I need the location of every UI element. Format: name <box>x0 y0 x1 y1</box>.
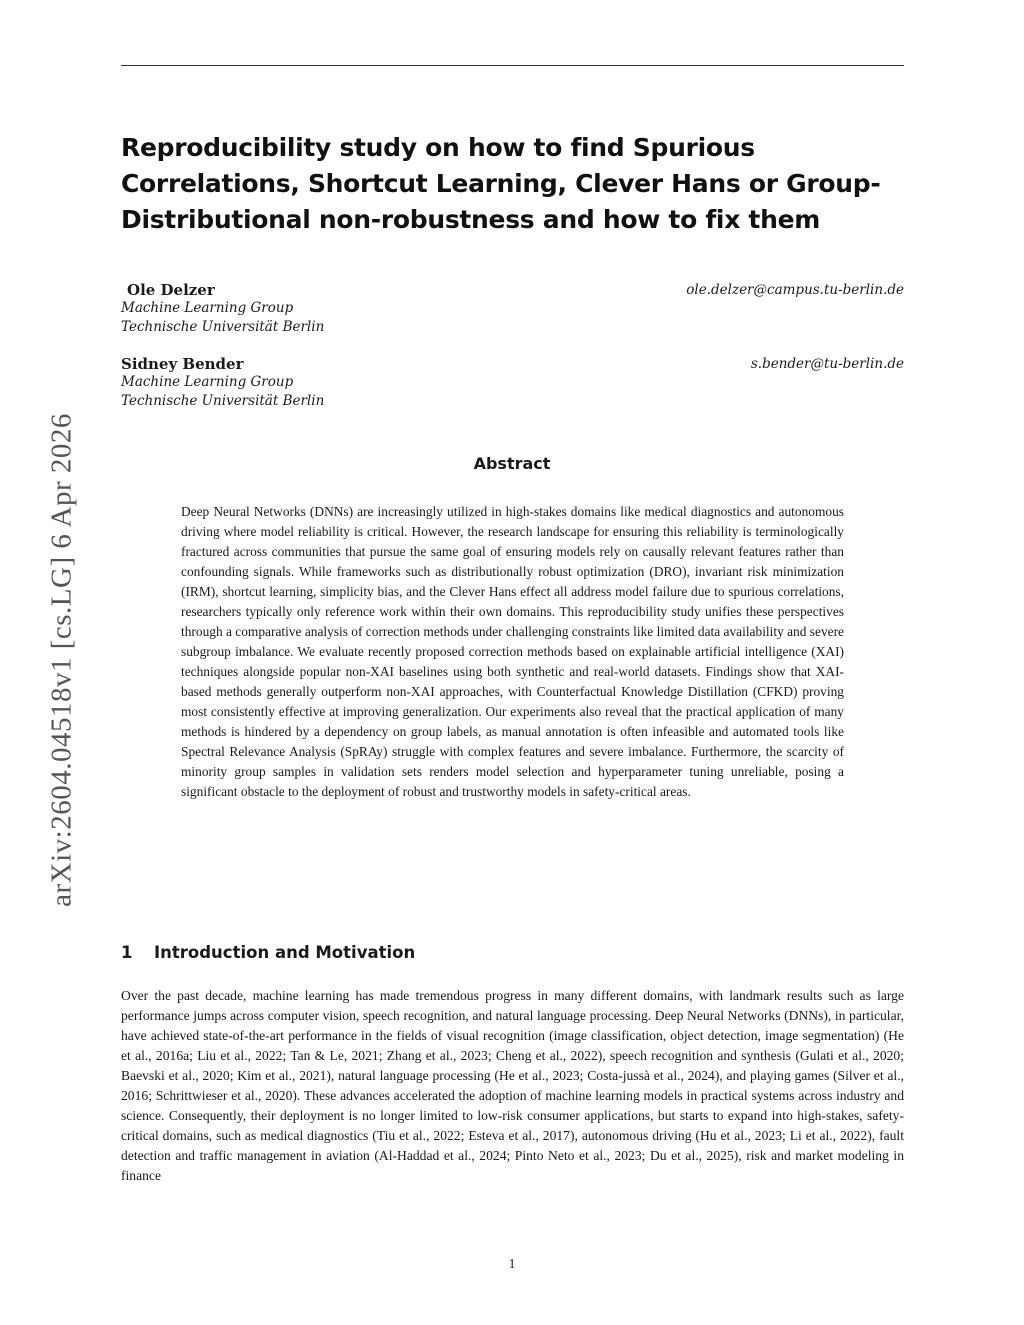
author-block-2 <box>121 355 904 410</box>
abstract-text: Deep Neural Networks (DNNs) are increasingly utilized in high-stakes domains like medical diagnostics and autonomous driving where model reliability is critical. However, the research landscape for ensuring this reliability is terminologically fractured across communities that pursue the same goal of ensuring models rely on causally relevant features rather than confounding signals. While frameworks such as distributionally robust optimization (DRO), invariant risk minimization (IRM), shortcut learning, simplicity bias, and the Clever Hans effect all address model failure due to spurious correlations, researchers typically only reference work within their own domains. This reproducibility study unifies these perspectives through a comparative analysis of correction methods under challenging constraints like limited data availability and severe subgroup imbalance. We evaluate recently proposed correction methods based on explainable artificial intelligence (XAI) techniques alongside popular non-XAI baselines using both synthetic and real-world datasets. Findings show that XAI-based methods generally outperform non-XAI approaches, with Counterfactual Knowledge Distillation (CFKD) proving most consistently effective at improving generalization. Our experiments also reveal that the practical application of many methods is hindered by a dependency on group labels, as manual annotation is often infeasible and automated tools like Spectral Relevance Analysis (SpRAy) struggle with complex features and severe imbalance. Furthermore, the scarcity of minority group samples in validation sets renders model selection and hyperparameter tuning unreliable, posing a significant obstacle to the deployment of robust and trustworthy models in safety-critical areas. <box>181 504 844 799</box>
author-affiliation-group: Machine Learning Group <box>121 374 294 390</box>
section-heading <box>121 942 415 964</box>
section-title: Introduction and Motivation <box>154 943 416 962</box>
arxiv-identifier: arXiv:2604.04518v1 [cs.LG] 6 Apr 2026 <box>45 413 78 907</box>
top-rule <box>121 65 904 66</box>
author-email[interactable]: ole.delzer@campus.tu-berlin.de <box>686 282 904 298</box>
author-affiliation-university: Technische Universität Berlin <box>121 318 325 335</box>
page-number: 1 <box>508 1256 516 1271</box>
section-number: 1 <box>121 943 133 962</box>
introduction-text: Over the past decade, machine learning has made tremendous progress in many different domains, with landmark results such as large performance jumps across computer vision, speech recognition, and natural language processing. Deep Neural Networks (DNNs), in particular, have achieved state-of-the-art performance in the fields of visual recognition (image classification, object detection, image segmentation) (He et al., 2016a; Liu et al., 2022; Tan & Le, 2021; Zhang et al., 2023; Cheng et al., 2022), speech recognition and synthesis (Gulati et al., 2020; Baevski et al., 2020; Kim et al., 2021), natural language processing (He et al., 2023; Costa-jussà et al., 2024), and playing games (Silver et al., 2016; Schrittwieser et al., 2020). These advances accelerated the adoption of machine learning models in practical systems across industry and science. Consequently, their deployment is no longer limited to low-risk consumer applications, but starts to expand into high-stakes, safety-critical domains, such as medical diagnostics (Tiu et al., 2022; Esteva et al., 2017), autonomous driving (Hu et al., 2023; Li et al., 2022), fault detection and traffic management in aviation (Al-Haddad et al., 2024; Pinto Neto et al., 2023; Du et al., 2025), risk and market modeling in finance <box>121 988 904 1183</box>
author-name: Sidney Bender <box>121 355 244 373</box>
author-affiliation-university: Technische Universität Berlin <box>121 392 325 409</box>
abstract-heading: Abstract <box>473 454 551 473</box>
author-block-1 <box>121 281 904 336</box>
author-email[interactable]: s.bender@tu-berlin.de <box>750 356 904 372</box>
paper-title: Reproducibility study on how to find Spurious Correlations, Shortcut Learning, Clever Hans or Group-Distributional non-robustness and how to fix them <box>121 133 881 234</box>
author-affiliation-group: Machine Learning Group <box>121 300 294 316</box>
author-name: Ole Delzer <box>127 281 215 299</box>
